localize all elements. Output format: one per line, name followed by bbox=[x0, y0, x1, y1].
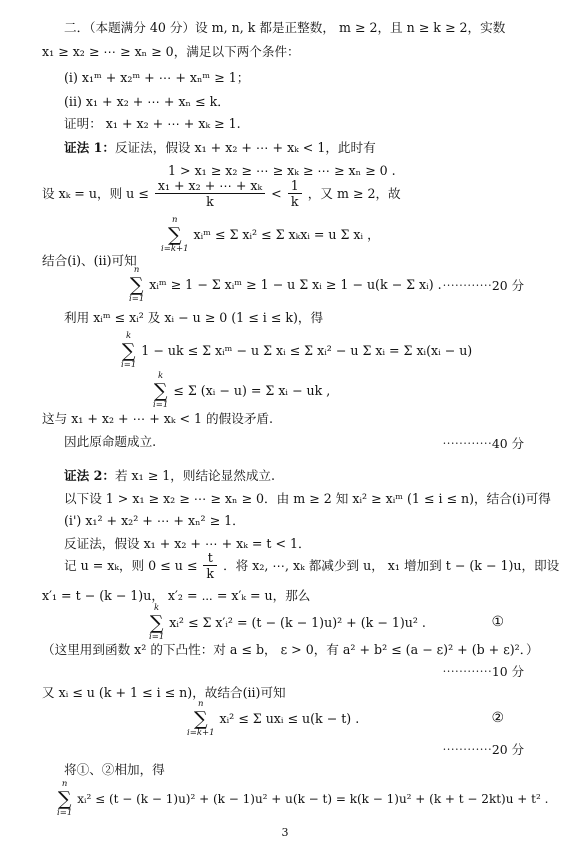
sum-symbol: n ∑ i=k+1 bbox=[187, 699, 215, 738]
proof1-conclusion: 因此原命题成立. bbox=[64, 434, 157, 449]
proof1-l3-text: 设 xₖ = u，则 u ≤ bbox=[42, 185, 149, 201]
problem-line-2: x₁ ≥ x₂ ≥ ⋯ ≥ xₙ ≥ 0，满足以下两个条件： bbox=[42, 44, 300, 59]
equation-tag-1: ① bbox=[491, 614, 504, 630]
proof2-line-4: 反证法，假设 x₁ + x₂ + ⋯ + xₖ = t < 1． bbox=[64, 536, 311, 551]
sum-symbol: k ∑ i=1 bbox=[121, 331, 137, 370]
proof2-line-3: (i') x₁² + x₂² + ⋯ + xₙ² ≥ 1． bbox=[64, 513, 245, 528]
proof1-line-3: 设 xₖ = u，则 u ≤ $\frac{\text{x₁ + x₂ + ⋯ + xₖ}}{k}$ < $\frac{1}{k}$ ，又 m ≥ 2，故 bbox=[42, 178, 401, 209]
prove-statement: 证明： x₁ + x₂ + ⋯ + xₖ ≥ 1. bbox=[64, 116, 241, 131]
proof1-assumption: 反证法，假设 x₁ + x₂ + ⋯ + xₖ < 1，此时有 bbox=[114, 140, 376, 155]
sum-symbol: n ∑ i=1 bbox=[129, 265, 145, 304]
proof1-line-10: 这与 x₁ + x₂ + ⋯ + xₖ < 1 的假设矛盾. bbox=[42, 411, 274, 426]
sum-symbol: n ∑ i=k+1 bbox=[161, 215, 189, 254]
equation-tag-2: ② bbox=[491, 710, 504, 726]
sum-symbol: n ∑ i=1 bbox=[57, 779, 73, 818]
proof2-label: 证法 2： bbox=[64, 468, 115, 483]
proof2-line-8: （这里用到函数 x² 的下凸性：对 a ≤ b， ε > 0，有 a² + b² ≤ (a − ε)² + (b + ε)²．） bbox=[42, 642, 539, 657]
condition-ii: (ii) x₁ + x₂ + ⋯ + xₙ ≤ k． bbox=[64, 94, 230, 109]
fraction-sum-over-k: $\frac{\text{x₁ + x₂ + ⋯ + xₖ}}{k}$ bbox=[155, 178, 265, 209]
proof2-line-12: n ∑ i=1 xᵢ² ≤ (t − (k − 1)u)² + (k − 1)u² + u(k − t) = k(k − 1)u² + (k + t − 2kt)u + t² . bbox=[57, 779, 549, 818]
proof2-line-5: 记 u = xₖ，则 0 ≤ u ≤ $\frac{t}{k}$ ．将 x₂, ⋯, xₖ 都减少到 u， x₁ 增加到 t − (k − 1)u，即设 bbox=[64, 550, 560, 581]
proof1-line-9: k ∑ i=1 ≤ Σ (xᵢ − u) = Σ xᵢ − uk , bbox=[153, 371, 331, 410]
proof1-line-6: n ∑ i=1 xᵢᵐ ≥ 1 − Σ xᵢᵐ ≥ 1 − u Σ xᵢ ≥ 1 − u(k − Σ xᵢ) . bbox=[129, 265, 442, 304]
fraction-t-over-k: $\frac{t}{k}$ bbox=[203, 550, 217, 581]
proof1-line-1 bbox=[64, 140, 376, 156]
proof2-line-7: k ∑ i=1 xᵢ² ≤ Σ x′ᵢ² = (t − (k − 1)u)² + (k − 1)u² . bbox=[149, 603, 426, 642]
score-20b: ⋯⋯⋯⋯20 分 bbox=[442, 742, 524, 757]
proof1-line-8: k ∑ i=1 1 − uk ≤ Σ xᵢᵐ − u Σ xᵢ ≤ Σ xᵢ² − u Σ xᵢ = Σ xᵢ(xᵢ − u) bbox=[121, 331, 473, 370]
proof2-line-6: x′₁ = t − (k − 1)u， x′₂ = ⋯ = x′ₖ = u，那么 bbox=[42, 588, 311, 603]
proof2-line-10: n ∑ i=k+1 xᵢ² ≤ Σ uxᵢ ≤ u(k − t) . bbox=[187, 699, 360, 738]
condition-i: (i) x₁ᵐ + x₂ᵐ + ⋯ + xₙᵐ ≥ 1； bbox=[64, 70, 250, 85]
proof2-line-11: 将①、②相加，得 bbox=[64, 762, 165, 777]
problem-line-1: 二．（本题满分 40 分）设 m, n, k 都是正整数， m ≥ 2，且 n ≥ k ≥ 2，实数 bbox=[64, 20, 506, 35]
sum-symbol: k ∑ i=1 bbox=[149, 603, 165, 642]
proof1-line-2: 1 > x₁ ≥ x₂ ≥ ⋯ ≥ xₖ ≥ ⋯ ≥ xₙ ≥ 0 . bbox=[168, 163, 396, 178]
score-10: ⋯⋯⋯⋯10 分 bbox=[442, 664, 524, 679]
proof1-line-5: 结合(i)、(ii)可知 bbox=[42, 253, 137, 268]
score-20: ⋯⋯⋯⋯20 分 bbox=[442, 278, 524, 293]
page-number: 3 bbox=[281, 826, 289, 839]
proof2-line-9: 又 xᵢ ≤ u (k + 1 ≤ i ≤ n)，故结合(ii)可知 bbox=[42, 685, 286, 700]
proof2-line-2: 以下设 1 > x₁ ≥ x₂ ≥ ⋯ ≥ xₙ ≥ 0．由 m ≥ 2 知 xᵢ² ≥ xᵢᵐ (1 ≤ i ≤ n)，结合(i)可得 bbox=[64, 491, 551, 506]
fraction-one-over-k: $\frac{1}{k}$ bbox=[288, 178, 302, 209]
proof2-line-1: 证法 2：若 x₁ ≥ 1，则结论显然成立. bbox=[64, 468, 276, 483]
score-40: ⋯⋯⋯⋯40 分 bbox=[442, 436, 524, 451]
sum-symbol: k ∑ i=1 bbox=[153, 371, 169, 410]
proof1-label: 证法 1： bbox=[64, 140, 115, 155]
proof1-line-7: 利用 xᵢᵐ ≤ xᵢ² 及 xᵢ − u ≥ 0 (1 ≤ i ≤ k)，得 bbox=[64, 310, 324, 325]
proof1-line-4: n ∑ i=k+1 xᵢᵐ ≤ Σ xᵢ² ≤ Σ xₖxᵢ = u Σ xᵢ ， bbox=[161, 215, 380, 254]
